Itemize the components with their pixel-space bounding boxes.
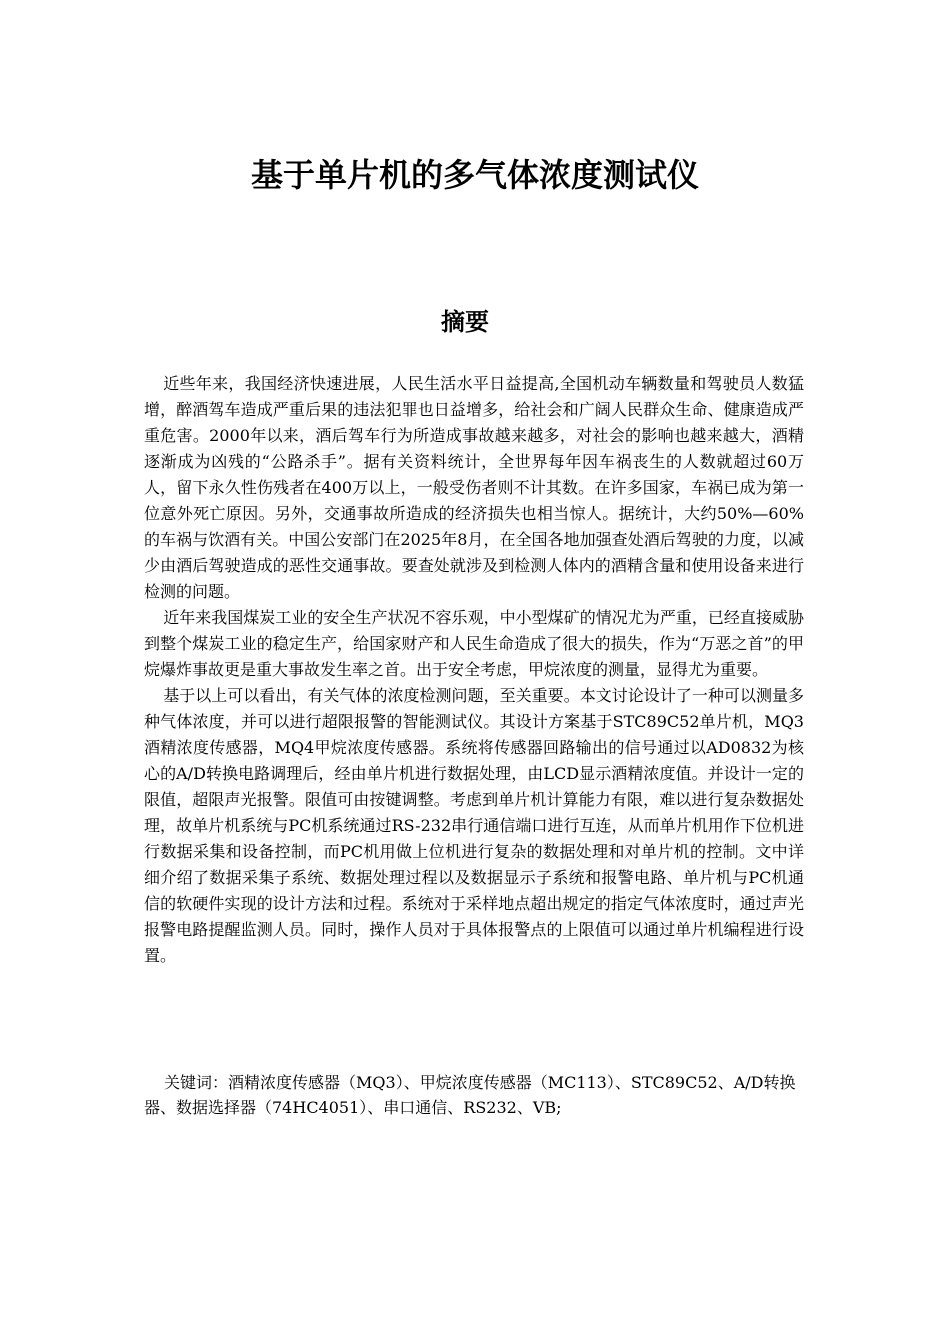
abstract-paragraph-1: 近些年来，我国经济快速进展，人民生活水平日益提高,全国机动车辆数量和驾驶员人数猛增，醉酒驾车造成严重后果的违法犯罪也日益增多，给社会和广阔人民群众生命、健康造成严重危害。2000年以来，酒后驾车行为所造成事故越来越多，对社会的影响也越来越大，酒精逐渐成为凶残的“公路杀手”。据有关资料统计，全世界每年因车祸丧生的人数就超过60万人，留下永久性伤残者在400万以上，一般受伤者则不计其数。在许多国家，车祸已成为第一位意外死亡原因。另外，交通事故所造成的经济损失也相当惊人。据统计，大约50%—60%的车祸与饮酒有关。中国公安部门在2025年8月，在全国各地加强查处酒后驾驶的力度，以减少由酒后驾驶造成的恶性交通事故。要查处就涉及到检测人体内的酒精含量和使用设备来进行检测的问题。	[144, 374, 804, 601]
keywords-section	[144, 1070, 804, 1120]
abstract-paragraph-3: 基于以上可以看出，有关气体的浓度检测问题，至关重要。本文讨论设计了一种可以测量多种气体浓度，并可以进行超限报警的智能测试仪。其设计方案基于STC89C52单片机，MQ3酒精浓度传感器，MQ4甲烷浓度传感器。系统将传感器回路输出的信号通过以AD0832为核心的A/D转换电路调理后，经由单片机进行数据处理，由LCD显示酒精浓度值。并设计一定的限值，超限声光报警。限值可由按键调整。考虑到单片机计算能力有限，难以进行复杂数据处理，故单片机系统与PC机系统通过RS-232串行通信端口进行互连，从而单片机用作下位机进行数据采集和设备控制，而PC机用做上位机进行复杂的数据处理和对单片机的控制。文中详细介绍了数据采集子系统、数据处理过程以及数据显示子系统和报警电路、单片机与PC机通信的软硬件实现的设计方法和过程。系统对于采样地点超出规定的指定气体浓度时，通过声光报警电路提醒监测人员。同时，操作人员对于具体报警点的上限值可以通过单片机编程进行设置。	[144, 686, 804, 965]
document-title: 基于单片机的多气体浓度测试仪	[250, 156, 699, 194]
abstract-heading: 摘要	[441, 308, 489, 336]
keywords-label: 关键词：	[164, 1073, 229, 1092]
keywords-text: 酒精浓度传感器（MQ3）、甲烷浓度传感器（MC113）、STC89C52、A/D转换器、数据选择器（74HC4051）、串口通信、RS232、VB;	[144, 1073, 796, 1117]
abstract-body	[144, 371, 804, 969]
abstract-paragraph-2: 近年来我国煤炭工业的安全生产状况不容乐观，中小型煤矿的情况尤为严重，已经直接威胁到整个煤炭工业的稳定生产，给国家财产和人民生命造成了很大的损失，作为“万恶之首”的甲烷爆炸事故更是重大事故发生率之首。出于安全考虑，甲烷浓度的测量，显得尤为重要。	[144, 608, 804, 679]
